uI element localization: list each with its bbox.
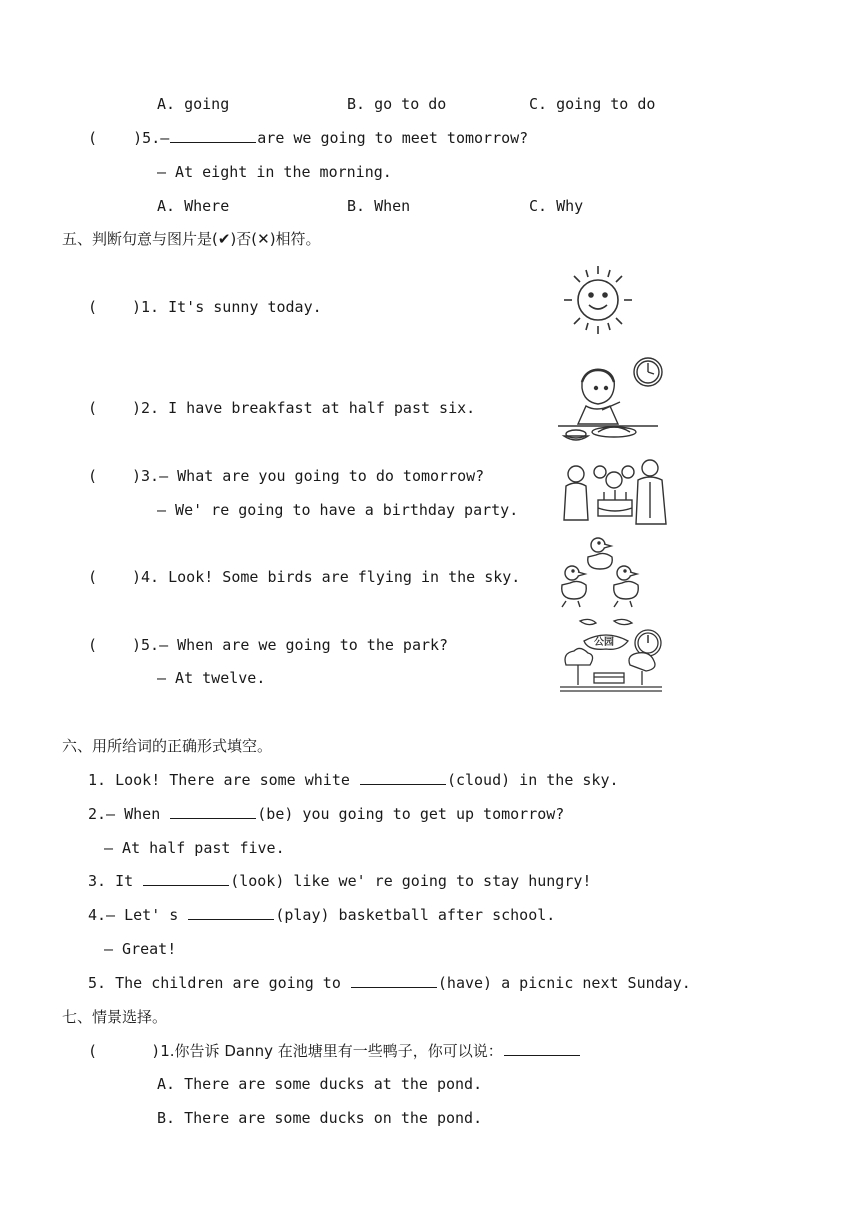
s7-q1 [88,1041,581,1061]
s5-item-3-paren[interactable]: ( [88,467,98,485]
s6-item-4-pre: 4.— Let' s [88,906,188,924]
s6-item-5 [88,973,691,993]
q5-question [88,128,528,148]
s6-item-4 [88,905,555,925]
s6-item-2-pre: 2.— When [88,805,170,823]
s5-item-4-num: )4. [132,568,160,586]
section7-title: 七、情景选择。 [62,1008,168,1026]
q4-option-c: C. going to do [529,95,656,113]
ducks-icon [558,535,654,609]
s6-item-3-blank[interactable] [143,871,229,886]
q5-answer-line: — At eight in the morning. [157,163,392,181]
s5-item-1-paren[interactable]: ( [88,298,98,316]
s5-item-1-text: It's sunny today. [168,298,322,316]
s6-item-3 [88,871,591,891]
q4-option-b: B. go to do [347,95,447,113]
q5-option-c: C. Why [529,197,584,215]
s7-q1-paren[interactable]: ( ) [88,1042,161,1060]
s5-item-1-num: )1. [132,298,160,316]
s6-item-3-pre: 3. It [88,872,143,890]
q5-text: are we going to meet tomorrow? [257,129,529,147]
q5-paren: ( )5. [88,129,161,147]
s5-item-3 [88,466,484,486]
q4-option-a: A. going [157,95,230,113]
s5-item-4-paren[interactable]: ( [88,568,98,586]
s5-item-5-text: — When are we going to the park? [159,636,449,654]
s7-q1-blank[interactable] [504,1041,580,1056]
birthday-party-icon [558,458,672,530]
s5-item-5-num: )5. [132,636,160,654]
s6-item-5-hint: (have) a picnic next Sunday. [437,974,691,992]
s6-item-5-pre: 5. The children are going to [88,974,350,992]
sun-icon [558,262,638,338]
s6-item-4-hint: (play) basketball after school. [275,906,556,924]
s5-item-2-num: )2. [132,399,160,417]
s6-item-4-blank[interactable] [188,905,274,920]
s5-item-4-text: Look! Some birds are flying in the sky. [168,568,521,586]
s6-item-2 [88,804,564,824]
s6-item-1-blank[interactable] [360,770,446,785]
s5-item-2-text: I have breakfast at half past six. [168,399,476,417]
s6-item-1 [88,770,619,790]
section5-title: 五、判断句意与图片是(✔)否(✕)相符。 [62,230,321,248]
s6-item-1-hint: (cloud) in the sky. [446,771,619,789]
s6-item-1-pre: 1. Look! There are some white [88,771,359,789]
breakfast-clock-icon [558,352,666,448]
park-sign-text: 公园 [594,637,614,648]
s5-item-5-paren[interactable]: ( [88,636,98,654]
s7-q1-text: 1.你告诉 Danny 在池塘里有一些鸭子，你可以说： [160,1042,503,1060]
q5-dash: — [160,129,170,147]
section6-title: 六、用所给词的正确形式填空。 [62,737,273,755]
s6-item-3-hint: (look) like we' re going to stay hungry! [230,872,592,890]
q5-answer-blank[interactable] [170,128,256,143]
s6-item-5-blank[interactable] [351,973,437,988]
s5-item-3-text: — What are you going to do tomorrow? [159,467,485,485]
park-clock-icon [558,617,666,695]
s5-item-3-line2: — We' re going to have a birthday party. [157,501,519,519]
s5-item-1 [88,297,322,317]
s6-item-4-answer: — Great! [104,940,177,958]
q5-option-b: B. When [347,197,411,215]
s5-item-2 [88,398,475,418]
s5-item-3-num: )3. [132,467,160,485]
s7-q1-option-b: B. There are some ducks on the pond. [157,1109,483,1127]
s5-item-5 [88,635,448,655]
s5-item-4 [88,567,520,587]
s6-item-2-hint: (be) you going to get up tomorrow? [257,805,565,823]
s7-q1-option-a: A. There are some ducks at the pond. [157,1075,483,1093]
q5-option-a: A. Where [157,197,230,215]
s6-item-2-blank[interactable] [170,804,256,819]
s5-item-2-paren[interactable]: ( [88,399,98,417]
s6-item-2-answer: — At half past five. [104,839,285,857]
s5-item-5-line2: — At twelve. [157,669,266,687]
